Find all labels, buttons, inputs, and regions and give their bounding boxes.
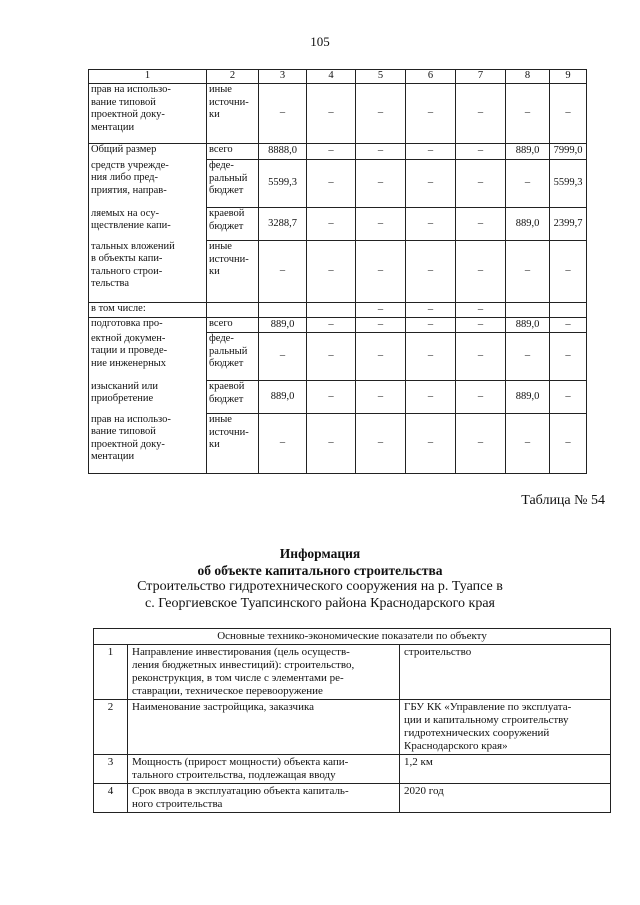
table-cell-value: –: [550, 84, 587, 144]
table-cell-value: –: [550, 241, 587, 303]
funding-source: иные источни- ки: [207, 84, 259, 144]
table-row: [89, 414, 587, 474]
column-number: 3: [259, 70, 307, 84]
table-cell-value: [550, 303, 587, 318]
table-cell-value: 2399,7: [550, 208, 587, 241]
table-cell-value: 889,0: [506, 381, 550, 414]
table-row: [94, 784, 611, 813]
table-cell-value: –: [406, 241, 456, 303]
table-row: [89, 333, 587, 381]
row-label: средств учрежде- ния либо пред- приятия, направ-: [89, 160, 207, 208]
table-cell-value: –: [550, 333, 587, 381]
table-row: [94, 645, 611, 700]
table-cell-value: –: [456, 84, 506, 144]
row-label: ляемых на осу- ществление капи-: [89, 208, 207, 241]
table-row: [89, 144, 587, 160]
table-cell-value: –: [506, 160, 550, 208]
table-cell-value: –: [406, 84, 456, 144]
row-number: 4: [94, 784, 128, 813]
column-number: 8: [506, 70, 550, 84]
table-cell-value: –: [307, 84, 356, 144]
table-cell-value: –: [406, 381, 456, 414]
table-cell-value: –: [406, 208, 456, 241]
financing-table: [88, 69, 587, 474]
table-cell-value: –: [456, 241, 506, 303]
indicator-value: 1,2 км: [400, 755, 611, 784]
table-cell-value: –: [406, 414, 456, 474]
indicator-name: Наименование застройщика, заказчика: [128, 700, 400, 755]
row-number: 2: [94, 700, 128, 755]
table-cell-value: –: [356, 241, 406, 303]
funding-source: иные источни- ки: [207, 414, 259, 474]
column-number: 6: [406, 70, 456, 84]
funding-source: феде- ральный бюджет: [207, 160, 259, 208]
table-cell-value: 889,0: [506, 144, 550, 160]
funding-source: иные источни- ки: [207, 241, 259, 303]
table-cell-value: –: [456, 414, 506, 474]
table-cell-value: –: [356, 414, 406, 474]
table-cell-value: –: [506, 414, 550, 474]
column-number: 5: [356, 70, 406, 84]
table-cell-value: –: [406, 318, 456, 333]
info-subtitle: Строительство гидротехнического сооружения на р. Туапсе в с. Георгиевское Туапсинского района Краснодарского края: [137, 579, 503, 611]
table-cell-value: –: [356, 333, 406, 381]
table-cell-value: –: [307, 333, 356, 381]
table-row: [94, 755, 611, 784]
table-row: [89, 318, 587, 333]
table-cell-value: [506, 303, 550, 318]
table-cell-value: –: [406, 144, 456, 160]
table-number-label: Таблица № 54: [521, 493, 605, 508]
column-number: 2: [207, 70, 259, 84]
table-cell-value: –: [356, 318, 406, 333]
table-cell-value: –: [307, 318, 356, 333]
funding-source: краевой бюджет: [207, 381, 259, 414]
table-cell-value: –: [356, 208, 406, 241]
table-cell-value: –: [456, 144, 506, 160]
table-cell-value: –: [456, 208, 506, 241]
funding-source: [207, 303, 259, 318]
table-cell-value: –: [307, 144, 356, 160]
row-label: Общий размер: [89, 144, 207, 160]
table-cell-value: –: [550, 414, 587, 474]
indicators-table: [93, 628, 611, 813]
row-label: прав на использо- вание типовой проектной доку- ментации: [89, 414, 207, 474]
funding-source: всего: [207, 144, 259, 160]
table-cell-value: –: [259, 241, 307, 303]
table-cell-value: 889,0: [506, 318, 550, 333]
table-cell-value: –: [506, 333, 550, 381]
table-cell-value: –: [356, 84, 406, 144]
column-number: 9: [550, 70, 587, 84]
table-cell-value: 5599,3: [259, 160, 307, 208]
table-cell-value: –: [259, 333, 307, 381]
funding-source: всего: [207, 318, 259, 333]
table-cell-value: 889,0: [259, 318, 307, 333]
table-cell-value: –: [259, 84, 307, 144]
indicator-name: Направление инвестирования (цель осуществ- ления бюджетных инвестиций): строительство, реконструкция, в том числе с элементами ре- ставрации, техническое перевооружение: [128, 645, 400, 700]
row-number: 1: [94, 645, 128, 700]
row-label: изысканий или приобретение: [89, 381, 207, 414]
table-cell-value: –: [259, 414, 307, 474]
row-label: подготовка про-: [89, 318, 207, 333]
table-cell-value: –: [550, 381, 587, 414]
table-cell-value: –: [406, 303, 456, 318]
table-row: [89, 160, 587, 208]
table-cell-value: 889,0: [259, 381, 307, 414]
funding-source: феде- ральный бюджет: [207, 333, 259, 381]
table-row: [94, 700, 611, 755]
table-row: [89, 303, 587, 318]
table-cell-value: –: [506, 241, 550, 303]
indicator-name: Срок ввода в эксплуатацию объекта капиталь- ного строительства: [128, 784, 400, 813]
row-label: тальных вложений в объекты капи- тального строи- тельства: [89, 241, 207, 303]
table-cell-value: 7999,0: [550, 144, 587, 160]
table-cell-value: 8888,0: [259, 144, 307, 160]
column-number: 1: [89, 70, 207, 84]
row-label: ектной докумен- тации и проведе- ние инженерных: [89, 333, 207, 381]
table-row: [89, 208, 587, 241]
table-cell-value: 5599,3: [550, 160, 587, 208]
column-number: 4: [307, 70, 356, 84]
table-cell-value: –: [356, 381, 406, 414]
indicators-heading: Основные технико-экономические показатели по объекту: [94, 629, 611, 645]
table-cell-value: –: [307, 160, 356, 208]
table-cell-value: –: [406, 160, 456, 208]
table-row: [89, 241, 587, 303]
table-cell-value: –: [406, 333, 456, 381]
table-cell-value: –: [550, 318, 587, 333]
row-label: прав на использо- вание типовой проектной доку- ментации: [89, 84, 207, 144]
indicator-name: Мощность (прирост мощности) объекта капи- тального строительства, подлежащая вводу: [128, 755, 400, 784]
table-row: [89, 381, 587, 414]
table-cell-value: –: [356, 303, 406, 318]
table-cell-value: 889,0: [506, 208, 550, 241]
info-title: Информация об объекте капитального строительства: [197, 546, 443, 578]
page-number: 105: [310, 34, 330, 49]
table-cell-value: [259, 303, 307, 318]
table-cell-value: 3288,7: [259, 208, 307, 241]
indicator-value: ГБУ КК «Управление по эксплуата- ции и капитальному строительству гидротехнических сооружений Краснодарского края»: [400, 700, 611, 755]
table-cell-value: –: [456, 318, 506, 333]
table-header-row: [89, 70, 587, 84]
table-cell-value: –: [506, 84, 550, 144]
table-cell-value: –: [307, 381, 356, 414]
table-cell-value: –: [456, 160, 506, 208]
row-number: 3: [94, 755, 128, 784]
row-label: в том числе:: [89, 303, 207, 318]
table-cell-value: –: [356, 144, 406, 160]
table-cell-value: –: [456, 333, 506, 381]
table-cell-value: –: [456, 381, 506, 414]
indicator-value: 2020 год: [400, 784, 611, 813]
table-row: [89, 84, 587, 144]
table-cell-value: [307, 303, 356, 318]
table-cell-value: –: [307, 414, 356, 474]
table-cell-value: –: [307, 208, 356, 241]
funding-source: краевой бюджет: [207, 208, 259, 241]
indicator-value: строительство: [400, 645, 611, 700]
table-cell-value: –: [356, 160, 406, 208]
table-cell-value: –: [307, 241, 356, 303]
table-cell-value: –: [456, 303, 506, 318]
column-number: 7: [456, 70, 506, 84]
